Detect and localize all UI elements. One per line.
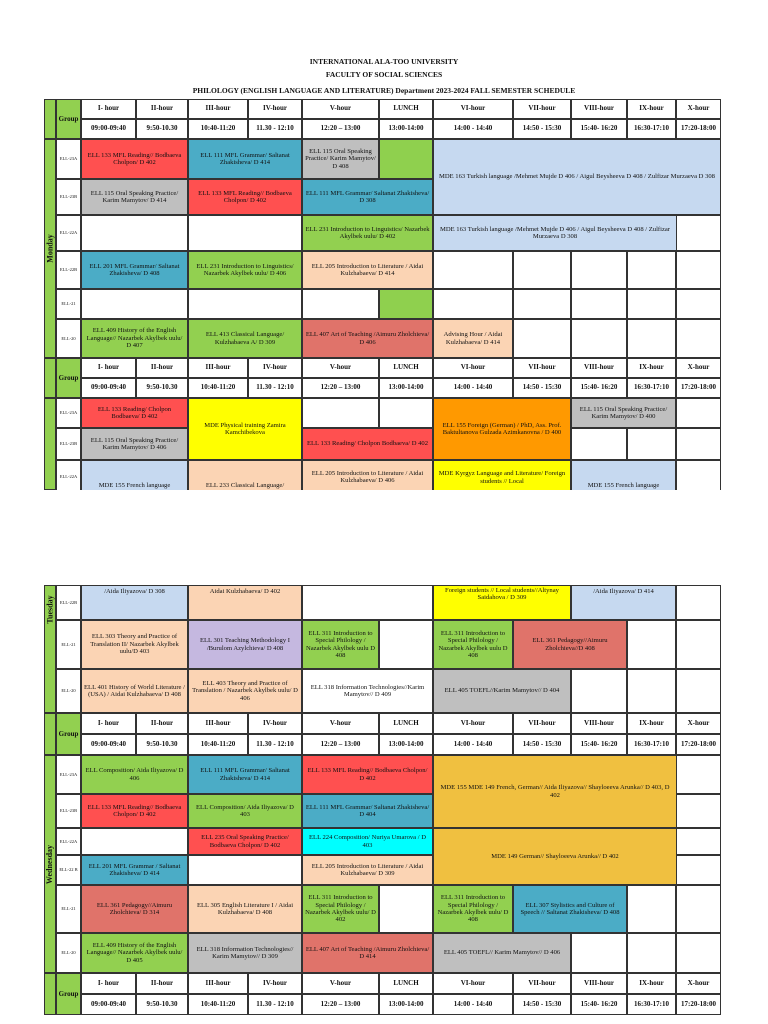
col-header-2: II-hour: [136, 358, 188, 378]
col-header-2: II-hour: [136, 99, 188, 119]
class-cell[interactable]: ELL 133 MFL Reading// Bodbaeva Cholpon/ D 402: [81, 794, 188, 828]
class-cell[interactable]: ELL 361 Pedagogy//Aimuru Zholchieva//D 408: [513, 620, 627, 669]
empty-cell: [676, 251, 721, 289]
class-cell[interactable]: ELL 115 Oral Speaking Practice/ Karim Mamytov/ D 400: [571, 398, 676, 428]
group-label: ELL-22A: [56, 215, 81, 251]
class-cell[interactable]: Aidai Kulzhabaeva/ D 402: [188, 585, 302, 620]
col-header-8: VIII-hour: [571, 99, 627, 119]
class-cell[interactable]: ELL 311 Introduction to Special Philology / Nazarbek Akylbek uulu/ D 408: [433, 885, 513, 933]
class-cell[interactable]: ELL 133 MFL Reading// Bodbaeva Cholpon/ D 402: [81, 139, 188, 179]
time-4: 11.30 - 12:10: [248, 119, 302, 139]
class-cell[interactable]: ELL 205 Introduction to Literature / Aidai Kulzhabaeva/ D 309: [302, 855, 433, 885]
empty-cell: [627, 620, 676, 669]
col-header-3: III-hour: [188, 99, 248, 119]
time-6: 14:00 - 14:40: [433, 119, 513, 139]
empty-cell: [676, 794, 721, 828]
class-cell[interactable]: ELL 111 MFL Grammar/ Saltanat Zhakisheva/ D 308: [302, 179, 433, 215]
class-cell[interactable]: ELL 133 MFL Reading// Bodbaeva Cholpon/ D 402: [188, 179, 302, 215]
class-cell[interactable]: /Aida Iliyazova/ D 414: [571, 585, 676, 620]
empty-cell: [676, 319, 721, 358]
class-cell[interactable]: ELL 155 Foreign (German) / PhD, Ass. Prof. Baktultanova Gulzada Azimkanovna / D 400: [433, 398, 571, 460]
class-cell[interactable]: MDE Kyrgyz Language and Literature/ Foreign students // Local: [433, 460, 571, 490]
col-header-5: V-hour: [302, 99, 379, 119]
class-cell[interactable]: ELL 111 MFL Grammar/ Saltanat Zhakisheva/ D 404: [302, 794, 433, 828]
time-5: 12:20 – 13:00: [302, 119, 379, 139]
class-cell[interactable]: ELL 405 TOEFL// Karim Mamytov// D 406: [433, 933, 571, 973]
class-cell[interactable]: ELL 311 Introduction to Special Philology / Nazarbek Akylbek uulu/ D 402: [302, 885, 379, 933]
empty-cell: [513, 319, 571, 358]
class-cell[interactable]: Advising Hour / Aidai Kulzhabaeva/ D 414: [433, 319, 513, 358]
col-header-4: IV-hour: [248, 713, 302, 734]
lunch-cell: [379, 139, 433, 179]
time-9: 16:30-17:10: [627, 994, 676, 1015]
time-6: 14:00 - 14:40: [433, 734, 513, 755]
empty-cell: [571, 428, 627, 460]
col-header-lunch: LUNCH: [379, 973, 433, 994]
time-7: 14:50 - 15:30: [513, 119, 571, 139]
class-cell[interactable]: ELL 407 Art of Teaching /Aimuru Zholchieva/ D 414: [302, 933, 433, 973]
col-header-9: IX-hour: [627, 713, 676, 734]
col-header-8: VIII-hour: [571, 973, 627, 994]
col-header-10: X-hour: [676, 99, 721, 119]
time-8: 15:40- 16:20: [571, 119, 627, 139]
col-header-4: IV-hour: [248, 99, 302, 119]
day-tuesday: Tuesday: [44, 585, 56, 713]
col-header-lunch: LUNCH: [379, 713, 433, 734]
empty-cell: [188, 215, 302, 251]
group-label: ELL-21: [56, 289, 81, 319]
col-header-5: V-hour: [302, 358, 379, 378]
empty-cell: [433, 251, 513, 289]
col-header-9: IX-hour: [627, 973, 676, 994]
schedule-page-2: [0, 585, 768, 1024]
time-1: 09:00-09:40: [81, 119, 136, 139]
time-5: 12:20 – 13:00: [302, 378, 379, 398]
time-9: 16:30-17:10: [627, 734, 676, 755]
empty-cell: [676, 215, 721, 251]
time-4: 11.30 - 12:10: [248, 734, 302, 755]
empty-cell: [81, 215, 188, 251]
empty-cell: [571, 251, 627, 289]
day-strip: [44, 973, 56, 1015]
class-cell[interactable]: ELL 133 Reading/ Cholpon Bodbaeva/ D 402: [81, 398, 188, 428]
class-cell[interactable]: ELL 361 Pedagogy//Aimuru Zholchieva/ D 314: [81, 885, 188, 933]
class-cell[interactable]: ELL 111 MFL Grammar/ Saltanat Zhakisheva/ D 414: [188, 755, 302, 794]
class-cell[interactable]: ELL 231 Introduction to Linguistics/ Nazarbek Akylbek uulu/ D 402: [302, 215, 433, 251]
empty-cell: [571, 319, 627, 358]
empty-cell: [379, 885, 433, 933]
empty-cell: [627, 251, 676, 289]
group-label: ELL-20: [56, 669, 81, 713]
day-wednesday: Wednesday: [44, 755, 56, 973]
class-cell[interactable]: ELL 235 Oral Speaking Practice/ Bodbaeva Cholpon/ D 402: [188, 828, 302, 855]
empty-cell: [302, 289, 379, 319]
empty-cell: [676, 933, 721, 973]
schedule-page-1: [0, 99, 768, 490]
col-header-6: VI-hour: [433, 99, 513, 119]
class-cell[interactable]: MDE 163 Turkish language /Mehmet Mujde D 406 / Aigul Beysheeva D 408 / Zulfizar Murzaeva D 308: [433, 215, 677, 251]
class-cell[interactable]: ELL 233 Classical Language/: [188, 460, 302, 490]
class-cell[interactable]: MDE 149 German// Shayloeeva Arunka// D 402: [433, 828, 677, 885]
class-cell[interactable]: /Aida Iliyazova/ D 308: [81, 585, 188, 620]
empty-cell: [627, 428, 676, 460]
class-cell[interactable]: ELL 413 Classical Language/ Kulzhabaeva A/ D 309: [188, 319, 302, 358]
col-header-2: II-hour: [136, 973, 188, 994]
class-cell[interactable]: ELL 115 Oral Speaking Practice/ Karim Mamytov/ D 406: [81, 428, 188, 460]
col-header-1: I- hour: [81, 973, 136, 994]
class-cell[interactable]: Foreign students // Local students//Altynay Saidahova / D 309: [433, 585, 571, 620]
empty-cell: [627, 885, 676, 933]
time-4: 11.30 - 12:10: [248, 378, 302, 398]
time-lunch: 13:00-14:00: [379, 734, 433, 755]
col-header-1: I- hour: [81, 99, 136, 119]
col-header-10: X-hour: [676, 973, 721, 994]
class-cell[interactable]: ELL 318 Information Technologies// Karim Mamytov// D 309: [188, 933, 302, 973]
day-strip: [44, 713, 56, 755]
time-3: 10:40-11:20: [188, 994, 248, 1015]
class-cell[interactable]: ELL 318 Information Technologies//Karim Mamytov// D 409: [302, 669, 433, 713]
group-label: ELL-23A: [56, 398, 81, 428]
class-cell[interactable]: ELL 311 Introduction to Special Philology / Nazarbek Akylbek uulu D 408: [433, 620, 513, 669]
empty-cell: [676, 460, 721, 490]
empty-cell: [302, 398, 379, 428]
empty-cell: [676, 828, 721, 855]
time-3: 10:40-11:20: [188, 378, 248, 398]
col-header-3: III-hour: [188, 358, 248, 378]
group-header: Group: [56, 713, 81, 755]
group-label: ELL-23B: [56, 179, 81, 215]
empty-cell: [676, 755, 721, 794]
class-cell[interactable]: ELL 405 TOEFL//Karim Mamytov// D 404: [433, 669, 571, 713]
col-header-2: II-hour: [136, 713, 188, 734]
col-header-7: VII-hour: [513, 358, 571, 378]
faculty-title: FACULTY OF SOCIAL SCIENCES: [325, 70, 443, 79]
time-5: 12:20 – 13:00: [302, 994, 379, 1015]
group-label: ELL-23B: [56, 794, 81, 828]
empty-cell: [379, 620, 433, 669]
col-header-6: VI-hour: [433, 973, 513, 994]
class-cell[interactable]: ELL 407 Art of Teaching /Aimuru Zholchieva/ D 406: [302, 319, 433, 358]
group-label: ELL-21: [56, 885, 81, 933]
class-cell[interactable]: ELL 115 Oral Speaking Practice/ Karim Mamytov/ D 414: [81, 179, 188, 215]
col-header-4: IV-hour: [248, 973, 302, 994]
col-header-7: VII-hour: [513, 99, 571, 119]
group-header: Group: [56, 973, 81, 1015]
group-header: Group: [56, 99, 81, 139]
class-cell[interactable]: ELL 133 Reading/ Cholpon Bodbaeva/ D 402: [302, 428, 433, 460]
col-header-lunch: LUNCH: [379, 99, 433, 119]
empty-cell: [433, 289, 513, 319]
empty-cell: [571, 933, 627, 973]
col-header-5: V-hour: [302, 713, 379, 734]
time-8: 15:40- 16:20: [571, 994, 627, 1015]
time-9: 16:30-17:10: [627, 378, 676, 398]
col-header-7: VII-hour: [513, 973, 571, 994]
empty-cell: [676, 669, 721, 713]
col-header-5: V-hour: [302, 973, 379, 994]
class-cell[interactable]: ELL 133 MFL Reading// Bodbaeva Cholpon/ D 402: [302, 755, 433, 794]
group-label: ELL-23A: [56, 139, 81, 179]
time-lunch: 13:00-14:00: [379, 119, 433, 139]
time-7: 14:50 - 15:30: [513, 994, 571, 1015]
empty-cell: [513, 251, 571, 289]
time-10: 17:20-18:00: [676, 378, 721, 398]
time-1: 09:00-09:40: [81, 734, 136, 755]
class-cell[interactable]: ELL 409 History of the English Language// Nazarbek Akylbek uulu/ D 405: [81, 933, 188, 973]
group-label: ELL-20: [56, 933, 81, 973]
class-cell[interactable]: ELL 401 History of World Literature / (USA) / Aidai Kulzhabaeva/ D 408: [81, 669, 188, 713]
class-cell[interactable]: ELL 231 Introduction to Linguistics/ Nazarbek Akylbek uulu/ D 406: [188, 251, 302, 289]
group-header: Group: [56, 358, 81, 398]
empty-cell: [81, 828, 188, 855]
empty-cell: [81, 289, 188, 319]
time-2: 9:50-10.30: [136, 994, 188, 1015]
empty-cell: [379, 398, 433, 428]
col-header-10: X-hour: [676, 358, 721, 378]
class-cell[interactable]: ELL Composition/ Aida Iliyazova/ D 403: [188, 794, 302, 828]
time-4: 11.30 - 12:10: [248, 994, 302, 1015]
time-5: 12:20 – 13:00: [302, 734, 379, 755]
empty-cell: [676, 855, 721, 885]
time-10: 17:20-18:00: [676, 734, 721, 755]
group-label: ELL-22B: [56, 585, 81, 620]
class-cell[interactable]: ELL 403 Theory and Practice of Translation / Nazarbek Akylbek uulu/ D 406: [188, 669, 302, 713]
class-cell[interactable]: ELL 311 Introduction to Special Philology / Nazarbek Akylbek uulu D 408: [302, 620, 379, 669]
class-cell[interactable]: ELL 115 Oral Speaking Practice/ Karim Mamytov/ D 408: [302, 139, 379, 179]
empty-cell: [627, 289, 676, 319]
class-cell[interactable]: ELL 409 History of the English Language// Nazarbek Akylbek uulu/ D 407: [81, 319, 188, 358]
empty-cell: [571, 669, 627, 713]
class-cell[interactable]: ELL 201 MFL Grammar / Saltanat Zhakisheva/ D 414: [81, 855, 188, 885]
day-monday: Monday: [44, 139, 56, 358]
time-9: 16:30-17:10: [627, 119, 676, 139]
empty-cell: [676, 398, 721, 428]
col-header-6: VI-hour: [433, 358, 513, 378]
class-cell[interactable]: MDE Physical training Zamira Kamchibekova: [188, 398, 302, 460]
time-2: 9:50-10.30: [136, 734, 188, 755]
group-label: ELL-23B: [56, 428, 81, 460]
empty-cell: [571, 289, 627, 319]
schedule-title: PHILOLOGY (ENGLISH LANGUAGE AND LITERATURE) Department 2023-2024 FALL SEMESTER SCHEDULE: [192, 86, 576, 95]
time-10: 17:20-18:00: [676, 994, 721, 1015]
class-cell[interactable]: MDE 163 Turkish language /Mehmet Mujde D 406 / Aigul Beysheeva D 408 / Zulfizar Murzaeva D 308: [433, 139, 721, 215]
day-strip: [44, 398, 56, 490]
col-header-3: III-hour: [188, 973, 248, 994]
empty-cell: [676, 585, 721, 620]
col-header-7: VII-hour: [513, 713, 571, 734]
time-7: 14:50 - 15:30: [513, 378, 571, 398]
col-header-1: I- hour: [81, 358, 136, 378]
col-header-4: IV-hour: [248, 358, 302, 378]
day-strip: [44, 358, 56, 398]
time-1: 09:00-09:40: [81, 378, 136, 398]
col-header-9: IX-hour: [627, 358, 676, 378]
class-cell[interactable]: ELL 201 MFL Grammar/ Saltanat Zhakisheva/ D 408: [81, 251, 188, 289]
group-label: ELL-22A: [56, 828, 81, 855]
time-lunch: 13:00-14:00: [379, 994, 433, 1015]
group-label: ELL-23A: [56, 755, 81, 794]
class-cell[interactable]: MDE 155 French language: [571, 460, 676, 490]
time-3: 10:40-11:20: [188, 734, 248, 755]
class-cell[interactable]: ELL 224 Composition/ Nuriya Umarova / D 403: [302, 828, 433, 855]
col-header-3: III-hour: [188, 713, 248, 734]
time-1: 09:00-09:40: [81, 994, 136, 1015]
col-header-6: VI-hour: [433, 713, 513, 734]
class-cell[interactable]: ELL 205 Introduction to Literature / Aidai Kulzhabaeva/ D 406: [302, 460, 433, 490]
time-8: 15:40- 16:20: [571, 378, 627, 398]
group-label: ELL-22 B: [56, 855, 81, 885]
class-cell[interactable]: ELL 301 Teaching Methodology I /Burulom Azylchieva/ D 408: [188, 620, 302, 669]
time-3: 10:40-11:20: [188, 119, 248, 139]
time-8: 15:40- 16:20: [571, 734, 627, 755]
university-title: INTERNATIONAL ALA-TOO UNIVERSITY: [309, 57, 459, 66]
group-label: ELL-20: [56, 319, 81, 358]
group-label: ELL-21: [56, 620, 81, 669]
col-header-8: VIII-hour: [571, 358, 627, 378]
empty-cell: [513, 289, 571, 319]
col-header-lunch: LUNCH: [379, 358, 433, 378]
empty-cell: [188, 855, 302, 885]
col-header-1: I- hour: [81, 713, 136, 734]
empty-cell: [676, 620, 721, 669]
time-2: 9:50-10.30: [136, 378, 188, 398]
col-header-8: VIII-hour: [571, 713, 627, 734]
empty-cell: [627, 669, 676, 713]
time-2: 9:50-10.30: [136, 119, 188, 139]
col-header-9: IX-hour: [627, 99, 676, 119]
empty-cell: [676, 885, 721, 933]
empty-cell: [676, 428, 721, 460]
time-6: 14:00 - 14:40: [433, 378, 513, 398]
empty-cell: [627, 319, 676, 358]
day-strip: [44, 99, 56, 139]
class-cell[interactable]: ELL Composition/ Aida Iliyazova/ D 406: [81, 755, 188, 794]
group-label: ELL-22A: [56, 460, 81, 490]
class-cell[interactable]: ELL 305 English Literature I / Aidai Kulzhabaeva/ D 408: [188, 885, 302, 933]
col-header-10: X-hour: [676, 713, 721, 734]
time-lunch: 13:00-14:00: [379, 378, 433, 398]
empty-cell: [188, 289, 302, 319]
class-cell[interactable]: MDE 155 French language: [81, 460, 188, 490]
lunch-cell: [379, 289, 433, 319]
class-cell[interactable]: ELL 303 Theory and Practice of Translation II/ Nazarbek Akylbek uulu/D 403: [81, 620, 188, 669]
empty-cell: [676, 289, 721, 319]
time-7: 14:50 - 15:30: [513, 734, 571, 755]
empty-cell: [302, 585, 433, 620]
class-cell[interactable]: ELL 111 MFL Grammar/ Saltanat Zhakisheva/ D 414: [188, 139, 302, 179]
group-label: ELL-22B: [56, 251, 81, 289]
empty-cell: [627, 933, 676, 973]
time-10: 17:20-18:00: [676, 119, 721, 139]
class-cell[interactable]: ELL 205 Introduction to Literature / Aidai Kulzhabaeva/ D 414: [302, 251, 433, 289]
time-6: 14:00 - 14:40: [433, 994, 513, 1015]
class-cell[interactable]: MDE 155 MDE 149 French, German// Aida Iliyazova// Shayloeeva Arunka// D 403, D 402: [433, 755, 677, 828]
class-cell[interactable]: ELL 307 Stylistics and Culture of Speech // Saltanat Zhakisheva/ D 408: [513, 885, 627, 933]
